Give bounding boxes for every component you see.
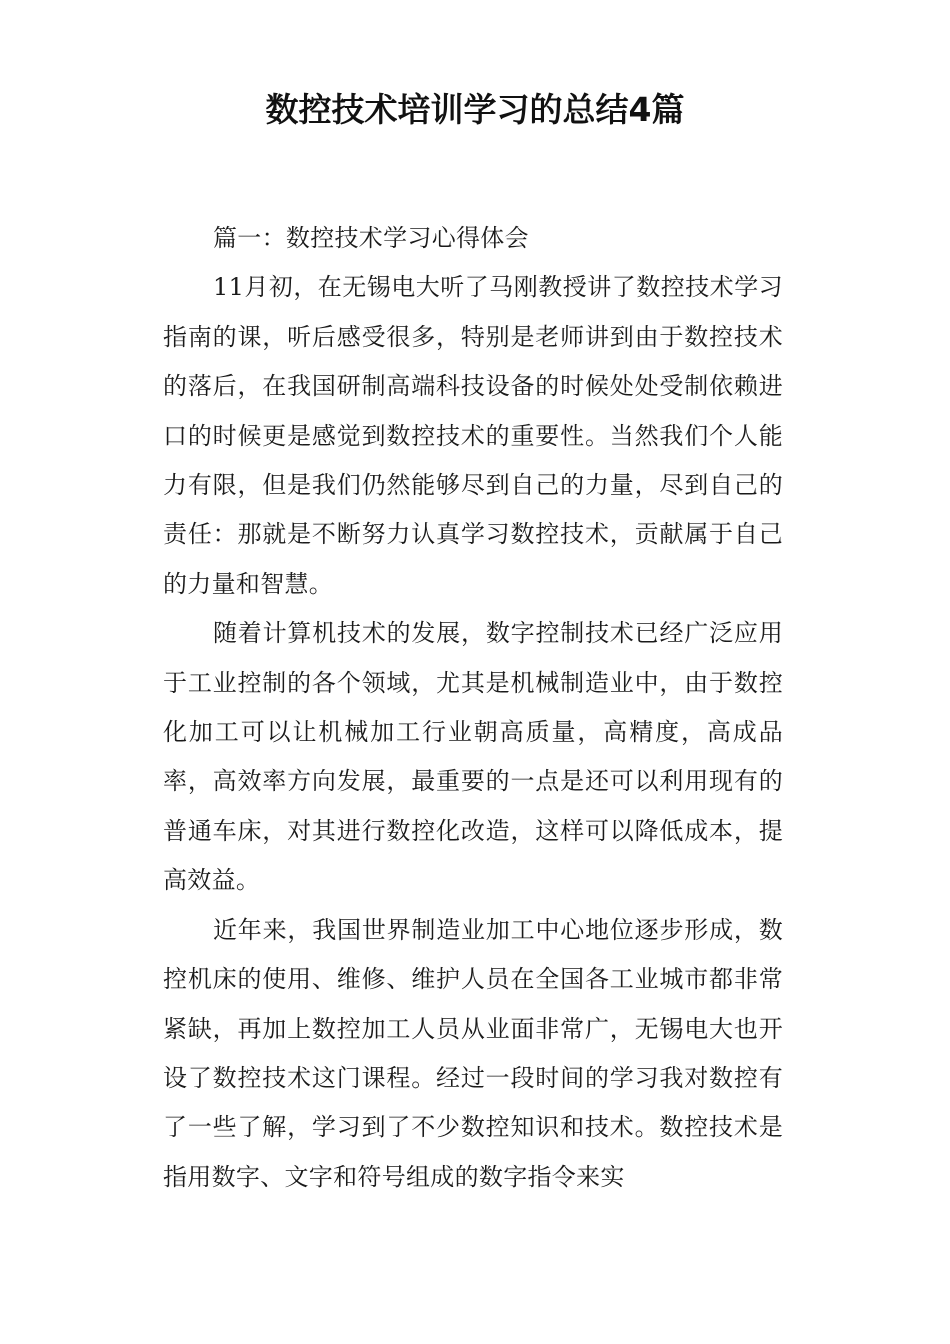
document-title: 数控技术培训学习的总结4篇 xyxy=(265,90,685,129)
paragraph: 11月初，在无锡电大听了马刚教授讲了数控技术学习指南的课，听后感受很多，特别是老师讲到由于数控技术的落后，在我国研制高端科技设备的时候处处受制依赖进口的时候更是感觉到数控技术的重要性。当然我们个人能力有限，但是我们仍然能够尽到自己的力量，尽到自己的责任：那就是不断努力认真学习数控技术，贡献属于自己的力量和智慧。 xyxy=(163,273,783,598)
document-body xyxy=(163,214,783,1202)
paragraph: 近年来，我国世界制造业加工中心地位逐步形成，数控机床的使用、维修、维护人员在全国各工业城市都非常紧缺，再加上数控加工人员从业面非常广，无锡电大也开设了数控技术这门课程。经过一段时间的学习我对数控有了一些了解，学习到了不少数控知识和技术。数控技术是指用数字、文字和符号组成的数字指令来实 xyxy=(163,915,783,1191)
paragraph: 随着计算机技术的发展，数字控制技术已经广泛应用于工业控制的各个领域，尤其是机械制造业中，由于数控化加工可以让机械加工行业朝高质量，高精度，高成品率，高效率方向发展，最重要的一点是还可以利用现有的普通车床，对其进行数控化改造，这样可以降低成本，提高效益。 xyxy=(163,619,783,895)
section-heading: 篇一：数控技术学习心得体会 xyxy=(213,224,529,252)
